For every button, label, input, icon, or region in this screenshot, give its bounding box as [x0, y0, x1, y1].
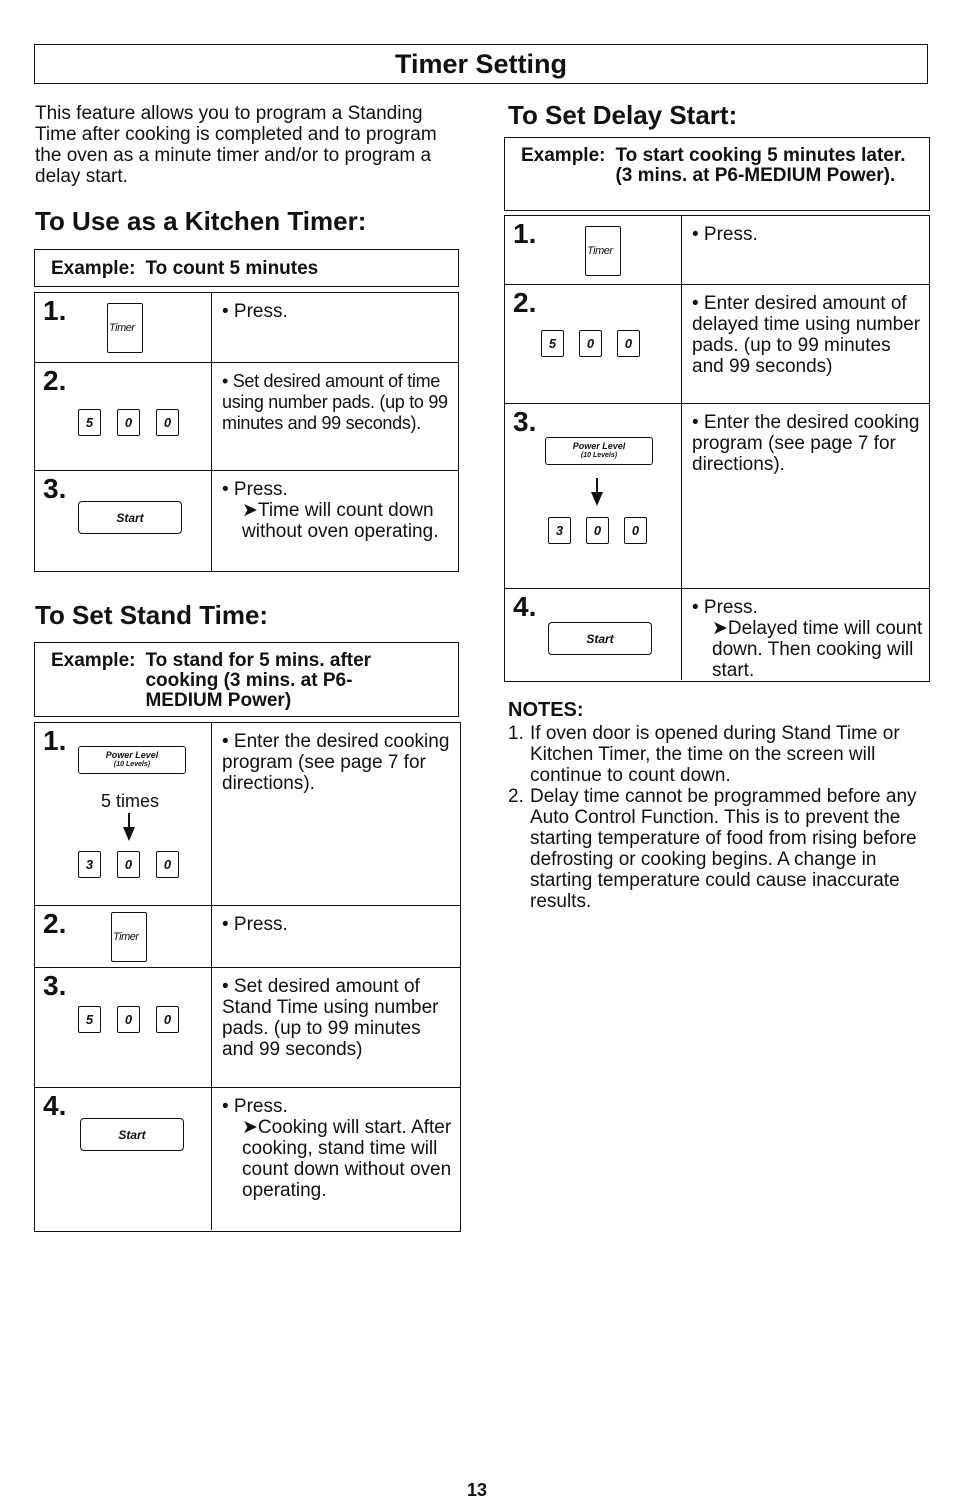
- step-number: 3.: [43, 970, 67, 1001]
- title-box: [34, 44, 928, 84]
- step-number: 1.: [43, 725, 67, 756]
- note-text: If oven door is opened during Stand Time or Kitchen Timer, the time on the screen will continue to count down.: [530, 723, 900, 786]
- power-level-key-icon: [545, 437, 653, 465]
- number-5-key-icon: 5: [78, 1006, 101, 1033]
- delay-example: [504, 137, 930, 211]
- page-number: 13: [466, 1480, 488, 1500]
- number-5-key-icon: 5: [78, 409, 101, 436]
- step-number: 2.: [43, 908, 67, 939]
- step-text: • Press.: [222, 301, 288, 322]
- step-text: • Press.: [222, 914, 288, 935]
- note-text: Delay time cannot be programmed before any Auto Control Function. This is to prevent the starting temperature of food from rising before defrosting or cooking begins. A change in starting temperature could cause inaccurate results.: [530, 786, 917, 912]
- start-key-icon: Start: [78, 501, 182, 534]
- number-3-key-icon: 3: [78, 851, 101, 878]
- start-key-icon: Start: [80, 1118, 184, 1151]
- kitchen-step-2: [35, 362, 458, 470]
- note-item: [508, 723, 938, 786]
- stand-step-3: [35, 967, 460, 1087]
- delay-step-4: [505, 588, 929, 680]
- step-number: 1.: [513, 218, 537, 249]
- stand-steps-table: [34, 722, 461, 1232]
- times-label: 5 times: [101, 791, 160, 811]
- step-text: • Enter desired amount of delayed time using number pads. (up to 99 minutes and 99 seconds): [692, 293, 921, 377]
- timer-key-icon: Timer: [585, 226, 621, 276]
- number-0-key-icon: 0: [586, 517, 609, 544]
- notes-title: NOTES:: [508, 699, 584, 721]
- notes-section: [508, 700, 938, 912]
- number-0-key-icon: 0: [156, 1006, 179, 1033]
- kitchen-steps-table: [34, 292, 459, 572]
- number-0-key-icon: 0: [617, 330, 640, 357]
- step-text: • Press.: [692, 224, 758, 245]
- stand-step-1: [35, 723, 460, 905]
- power-level-label: Power Level: [572, 441, 626, 451]
- step-number: 4.: [513, 591, 537, 622]
- number-0-key-icon: 0: [579, 330, 602, 357]
- delay-steps-table: [504, 215, 930, 682]
- number-0-key-icon: 0: [156, 851, 179, 878]
- number-0-key-icon: 0: [117, 851, 140, 878]
- power-level-sublabel: (10 Levels): [113, 761, 151, 768]
- stand-step-4: [35, 1087, 460, 1230]
- note-number: 1.: [508, 723, 524, 744]
- start-key-icon: Start: [548, 622, 652, 655]
- step-text: • Set desired amount of Stand Time using number pads. (up to 99 minutes and 99 seconds): [222, 976, 439, 1060]
- kitchen-example: [34, 249, 459, 287]
- step-number: 3.: [43, 473, 67, 504]
- timer-key-icon: Timer: [107, 303, 143, 353]
- down-arrow-icon: [123, 827, 135, 841]
- delay-step-3: [505, 403, 929, 588]
- number-3-key-icon: 3: [548, 517, 571, 544]
- power-level-key-icon: [78, 746, 186, 774]
- page-title: Timer Setting: [394, 48, 568, 79]
- step-number: 3.: [513, 406, 537, 437]
- step-text: • Set desired amount of time using number pads. (up to 99 minutes and 99 seconds).: [222, 371, 448, 433]
- power-level-label: Power Level: [105, 750, 159, 760]
- step-number: 2.: [513, 287, 537, 318]
- number-0-key-icon: 0: [624, 517, 647, 544]
- number-0-key-icon: 0: [156, 409, 179, 436]
- note-number: 2.: [508, 786, 524, 807]
- example-text: To start cooking 5 minutes later. (3 mins. at P6-MEDIUM Power).: [615, 145, 906, 186]
- step-number: 2.: [43, 365, 67, 396]
- example-label: Example:: [521, 145, 606, 166]
- number-0-key-icon: 0: [117, 409, 140, 436]
- delay-start-heading: To Set Delay Start:: [508, 100, 738, 130]
- power-level-sublabel: (10 Levels): [580, 452, 618, 459]
- timer-key-icon: Timer: [111, 912, 147, 962]
- step-text: • Enter the desired cooking program (see page 7 for directions).: [692, 412, 920, 475]
- step-text: • Press.: [692, 597, 758, 618]
- number-0-key-icon: 0: [117, 1006, 140, 1033]
- kitchen-timer-heading: To Use as a Kitchen Timer:: [35, 206, 367, 236]
- example-label: Example:: [51, 650, 136, 671]
- example-text: To count 5 minutes: [145, 258, 319, 279]
- delay-step-1: [505, 216, 929, 284]
- example-label: Example:: [51, 258, 136, 279]
- stand-time-heading: To Set Stand Time:: [35, 600, 269, 630]
- kitchen-step-3: [35, 470, 458, 571]
- stand-example: [34, 642, 459, 717]
- stand-step-2: [35, 905, 460, 967]
- step-number: 4.: [43, 1090, 67, 1121]
- intro-text: This feature allows you to program a Standing Time after cooking is completed and to program the oven as a minute timer and/or to program a delay start.: [35, 103, 437, 187]
- note-item: [508, 786, 938, 912]
- down-arrow-icon: [591, 492, 603, 506]
- example-text: To stand for 5 mins. after cooking (3 mins. at P6-MEDIUM Power): [145, 650, 372, 711]
- number-5-key-icon: 5: [541, 330, 564, 357]
- step-subtext: ➤Cooking will start. After cooking, stand time will count down without oven operating.: [242, 1117, 452, 1201]
- kitchen-step-1: [35, 293, 458, 362]
- step-text: • Enter the desired cooking program (see page 7 for directions).: [222, 731, 450, 794]
- step-text: • Press.: [222, 479, 288, 500]
- step-subtext: ➤Time will count down without oven operating.: [242, 500, 439, 542]
- step-number: 1.: [43, 295, 67, 326]
- step-text: • Press.: [222, 1096, 288, 1117]
- delay-step-2: [505, 284, 929, 403]
- step-subtext: ➤Delayed time will count down. Then cooking will start.: [712, 618, 923, 681]
